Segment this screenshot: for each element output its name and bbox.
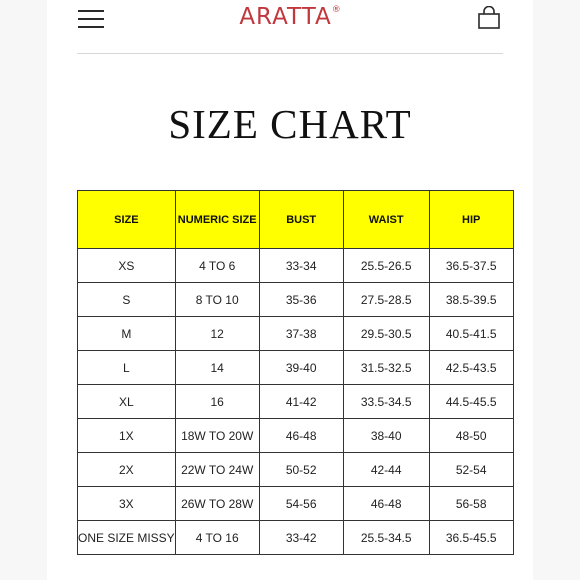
cell-bust: 33-34 — [259, 249, 343, 283]
cell-bust: 35-36 — [259, 283, 343, 317]
cell-size: S — [78, 283, 176, 317]
product-image-panel — [47, 0, 533, 580]
column-header-numeric-size: NUMERIC SIZE — [175, 191, 259, 249]
cell-numeric-size: 4 TO 6 — [175, 249, 259, 283]
cell-numeric-size: 14 — [175, 351, 259, 385]
table-header-row — [78, 191, 514, 249]
table-row — [78, 521, 514, 555]
cell-numeric-size: 16 — [175, 385, 259, 419]
cell-hip: 52-54 — [429, 453, 513, 487]
cell-hip: 44.5-45.5 — [429, 385, 513, 419]
cell-bust: 41-42 — [259, 385, 343, 419]
brand-logo[interactable] — [47, 4, 533, 30]
cell-size: M — [78, 317, 176, 351]
cell-hip: 38.5-39.5 — [429, 283, 513, 317]
column-header-size: SIZE — [78, 191, 176, 249]
registered-mark: ® — [331, 5, 341, 16]
cell-hip: 36.5-45.5 — [429, 521, 513, 555]
page-title: SIZE CHART — [168, 101, 412, 147]
cell-numeric-size: 22W TO 24W — [175, 453, 259, 487]
cell-numeric-size: 4 TO 16 — [175, 521, 259, 555]
cell-size: XL — [78, 385, 176, 419]
cell-waist: 38-40 — [343, 419, 429, 453]
cell-hip: 56-58 — [429, 487, 513, 521]
cell-bust: 50-52 — [259, 453, 343, 487]
table-row — [78, 453, 514, 487]
brand-logo-text: ARATTA — [239, 4, 332, 30]
table-row — [78, 487, 514, 521]
cell-hip: 40.5-41.5 — [429, 317, 513, 351]
cell-numeric-size: 26W TO 28W — [175, 487, 259, 521]
size-chart-table — [77, 190, 514, 555]
cell-waist: 27.5-28.5 — [343, 283, 429, 317]
cell-bust: 39-40 — [259, 351, 343, 385]
cell-bust: 33-42 — [259, 521, 343, 555]
cell-size: L — [78, 351, 176, 385]
cell-waist: 42-44 — [343, 453, 429, 487]
column-header-waist: WAIST — [343, 191, 429, 249]
cell-waist: 46-48 — [343, 487, 429, 521]
cell-bust: 54-56 — [259, 487, 343, 521]
cell-size: 3X — [78, 487, 176, 521]
cell-bust: 37-38 — [259, 317, 343, 351]
table-row — [78, 283, 514, 317]
cell-size: XS — [78, 249, 176, 283]
column-header-bust: BUST — [259, 191, 343, 249]
shopping-bag-icon[interactable] — [477, 6, 501, 30]
cell-waist: 31.5-32.5 — [343, 351, 429, 385]
cell-waist: 25.5-26.5 — [343, 249, 429, 283]
cell-numeric-size: 12 — [175, 317, 259, 351]
cell-numeric-size: 8 TO 10 — [175, 283, 259, 317]
table-row — [78, 419, 514, 453]
table-row — [78, 317, 514, 351]
cell-hip: 48-50 — [429, 419, 513, 453]
table-row — [78, 249, 514, 283]
cell-size: 2X — [78, 453, 176, 487]
cell-bust: 46-48 — [259, 419, 343, 453]
cell-hip: 36.5-37.5 — [429, 249, 513, 283]
cell-size: 1X — [78, 419, 176, 453]
cell-waist: 25.5-34.5 — [343, 521, 429, 555]
cell-hip: 42.5-43.5 — [429, 351, 513, 385]
header-divider — [77, 53, 503, 54]
table-row — [78, 351, 514, 385]
site-header — [47, 0, 533, 54]
column-header-hip: HIP — [429, 191, 513, 249]
table-row — [78, 385, 514, 419]
cell-numeric-size: 18W TO 20W — [175, 419, 259, 453]
cell-waist: 33.5-34.5 — [343, 385, 429, 419]
cell-size: ONE SIZE MISSY — [78, 521, 176, 555]
cell-waist: 29.5-30.5 — [343, 317, 429, 351]
